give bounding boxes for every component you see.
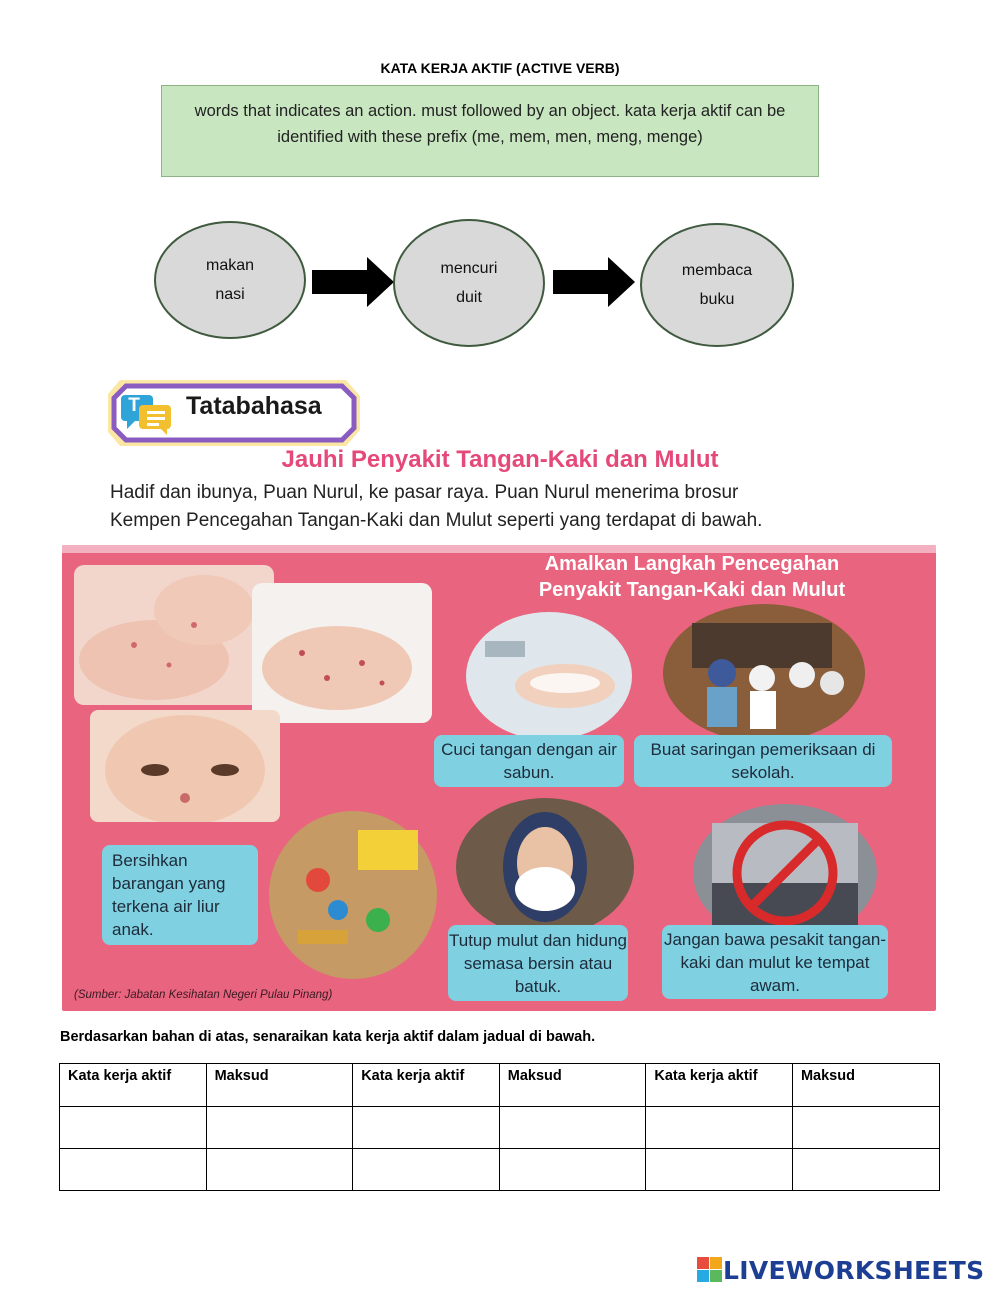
prevention-brochure <box>62 545 936 1011</box>
arrow-right-icon <box>553 257 635 307</box>
definition-text: words that indicates an action. must followed by an object. kata kerja aktif can be identified with these prefix (me, mem, men, meng, menge) <box>194 102 786 146</box>
brochure-heading-line-2: Penyakit Tangan-Kaki dan Mulut <box>538 579 846 601</box>
example-oval-3 <box>640 223 794 347</box>
header-kata-kerja-aktif-3: Kata kerja aktif <box>646 1064 793 1107</box>
header-maksud-1: Maksud <box>206 1064 353 1107</box>
header-kata-kerja-aktif-2: Kata kerja aktif <box>353 1064 500 1107</box>
handwashing-photo <box>465 611 633 741</box>
page-title: KATA KERJA AKTIF (ACTIVE VERB) <box>380 60 620 76</box>
example-1-line1: makan <box>205 257 255 274</box>
answer-cell[interactable] <box>646 1107 793 1149</box>
example-2-line1: mencuri <box>440 260 498 277</box>
caption-wash-hands: Cuci tangan dengan air sabun. <box>434 735 624 787</box>
table-header-row <box>60 1064 940 1107</box>
table-row <box>60 1149 940 1191</box>
example-oval-2 <box>393 219 545 347</box>
intro-line-2: Kempen Pencegahan Tangan-Kaki dan Mulut seperti yang terdapat di bawah. <box>110 510 763 531</box>
answer-cell[interactable] <box>499 1149 646 1191</box>
brochure-source: (Sumber: Jabatan Kesihatan Negeri Pulau Pinang) <box>74 989 333 1001</box>
answer-cell[interactable] <box>792 1107 939 1149</box>
question-instruction: Berdasarkan bahan di atas, senaraikan kata kerja aktif dalam jadual di bawah. <box>60 1029 596 1045</box>
school-screening-photo <box>662 603 866 743</box>
answer-cell[interactable] <box>60 1149 207 1191</box>
arrow-right-icon <box>312 257 394 307</box>
foot-rash-photo <box>252 583 432 723</box>
toys-photo <box>268 810 438 980</box>
no-crowd-photo <box>692 803 878 943</box>
badge-icon-letter: T <box>128 395 140 416</box>
example-3-line1: membaca <box>681 262 753 279</box>
answer-cell[interactable] <box>60 1107 207 1149</box>
caption-cover-mouth: Tutup mulut dan hidung semasa bersin atau batuk. <box>448 925 628 1001</box>
liveworksheets-logo-icon <box>697 1257 723 1283</box>
intro-line-1: Hadif dan ibunya, Puan Nurul, ke pasar raya. Puan Nurul menerima brosur <box>110 482 739 503</box>
answer-cell[interactable] <box>792 1149 939 1191</box>
caption-school-screening: Buat saringan pemeriksaan di sekolah. <box>634 735 892 787</box>
header-maksud-2: Maksud <box>499 1064 646 1107</box>
header-kata-kerja-aktif-1: Kata kerja aktif <box>60 1064 207 1107</box>
definition-box <box>161 85 819 177</box>
answer-cell[interactable] <box>206 1149 353 1191</box>
hand-rash-photo <box>74 565 274 705</box>
cover-mouth-photo <box>455 797 635 937</box>
lesson-title: Jauhi Penyakit Tangan-Kaki dan Mulut <box>281 446 719 473</box>
example-2-line2: duit <box>456 289 482 306</box>
answer-cell[interactable] <box>353 1149 500 1191</box>
example-3-line2: buku <box>699 291 735 308</box>
answer-table <box>59 1063 940 1191</box>
answer-cell[interactable] <box>499 1107 646 1149</box>
header-maksud-3: Maksud <box>792 1064 939 1107</box>
example-1-line2: nasi <box>215 286 245 303</box>
table-row <box>60 1107 940 1149</box>
child-face-photo <box>90 710 280 822</box>
answer-cell[interactable] <box>353 1107 500 1149</box>
badge-label: Tatabahasa <box>186 392 322 420</box>
caption-avoid-public: Jangan bawa pesakit tangan-kaki dan mulut ke tempat awam. <box>662 925 888 999</box>
example-oval-1 <box>154 221 306 339</box>
liveworksheets-logo <box>697 1255 984 1285</box>
answer-cell[interactable] <box>646 1149 793 1191</box>
liveworksheets-logo-text: LIVEWORKSHEETS <box>723 1255 985 1285</box>
brochure-top-band <box>62 545 936 553</box>
brochure-heading-line-1: Amalkan Langkah Pencegahan <box>544 553 840 575</box>
caption-clean-items: Bersihkan barangan yang terkena air liur anak. <box>102 845 258 945</box>
answer-cell[interactable] <box>206 1107 353 1149</box>
